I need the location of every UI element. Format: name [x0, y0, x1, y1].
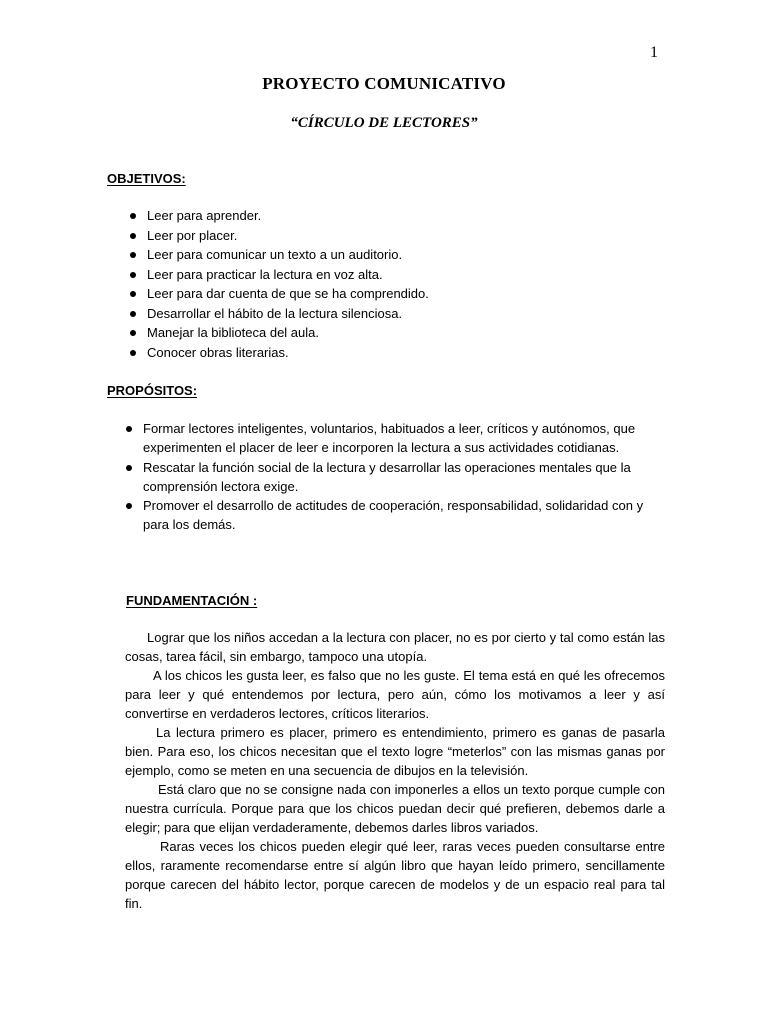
propositos-list — [143, 419, 668, 535]
bullet-icon — [130, 233, 136, 239]
list-item-text: Rescatar la función social de la lectura y desarrollar las operaciones mentales que la comprensión lectora exige. — [143, 459, 631, 494]
list-item-text: Formar lectores inteligentes, voluntarios, habituados a leer, críticos y autónomos, que experimenten el placer de leer e incorporen la lectura a sus actividades cotidianas. — [143, 421, 636, 456]
list-item — [147, 323, 707, 343]
list-item-text: Conocer obras literarias. — [147, 344, 289, 360]
bullet-icon — [126, 465, 132, 471]
list-item — [147, 206, 707, 226]
list-item — [143, 458, 668, 497]
bullet-icon — [130, 272, 136, 278]
bullet-icon — [130, 291, 136, 297]
list-item — [147, 304, 707, 324]
bullet-icon — [130, 350, 136, 356]
bullet-icon — [126, 426, 132, 432]
page-number: 1 — [650, 44, 658, 61]
list-item-text: Leer para dar cuenta de que se ha comprendido. — [147, 286, 429, 301]
objetivos-list — [147, 206, 707, 362]
list-item-text: Leer para practicar la lectura en voz alta. — [147, 266, 383, 282]
list-item-text: Leer para aprender. — [147, 208, 262, 223]
fundamentacion-body — [125, 628, 665, 913]
list-item — [147, 343, 707, 363]
document-subtitle: “CÍRCULO DE LECTORES” — [290, 115, 478, 131]
paragraph: Raras veces los chicos pueden elegir qué leer, raras veces pueden consultarse entre ellos, raramente recomendarse entre sí algún libro que hayan leído primero, sencillamente porque carecen del hábito lector, porque carecen de modelos y de un espacio real para tal fin. — [125, 839, 665, 911]
list-item-text: Desarrollar el hábito de la lectura silenciosa. — [147, 305, 403, 321]
bullet-icon — [130, 330, 136, 336]
paragraph: Está claro que no se consigne nada con imponerles a ellos un texto porque cumple con nuestra currícula. Porque para que los chicos puedan decir qué prefieren, debemos darle a elegir; para que elijan verdaderamente, debemos darles libros variados. — [125, 782, 665, 835]
bullet-icon — [126, 503, 132, 509]
section-heading-fundamentacion: FUNDAMENTACIÓN : — [126, 593, 258, 608]
list-item — [147, 226, 707, 246]
bullet-icon — [130, 213, 136, 219]
list-item-text: Leer para comunicar un texto a un auditorio. — [147, 247, 403, 262]
paragraph: A los chicos les gusta leer, es falso que no les guste. El tema está en qué les ofrecemos para leer y qué entendemos por lectura, pero aún, cómo los motivamos a leer y así convertirse en verdaderos lectores, críticos literarios. — [125, 668, 665, 721]
section-heading-objetivos: OBJETIVOS: — [107, 171, 186, 186]
list-item-text: Promover el desarrollo de actitudes de cooperación, responsabilidad, solidaridad con y para los demás. — [143, 498, 644, 533]
list-item — [143, 496, 668, 535]
paragraph: La lectura primero es placer, primero es entendimiento, primero es ganas de pasarla bien. Para eso, los chicos necesitan que el texto logre “meterlos” con las mismas ganas por ejemplo, como se meten en una secuencia de dibujos en la televisión. — [125, 725, 665, 778]
list-item-text: Leer por placer. — [147, 227, 238, 243]
bullet-icon — [130, 252, 136, 258]
section-heading-propositos: PROPÓSITOS: — [107, 383, 198, 398]
list-item-text: Manejar la biblioteca del aula. — [147, 325, 319, 340]
list-item — [147, 245, 707, 265]
list-item — [147, 284, 707, 304]
list-item — [143, 419, 668, 458]
bullet-icon — [130, 311, 136, 317]
document-title: PROYECTO COMUNICATIVO — [262, 74, 506, 93]
list-item — [147, 265, 707, 285]
paragraph: Lograr que los niños accedan a la lectura con placer, no es por cierto y tal como están las cosas, tarea fácil, sin embargo, tampoco una utopía. — [125, 630, 665, 664]
